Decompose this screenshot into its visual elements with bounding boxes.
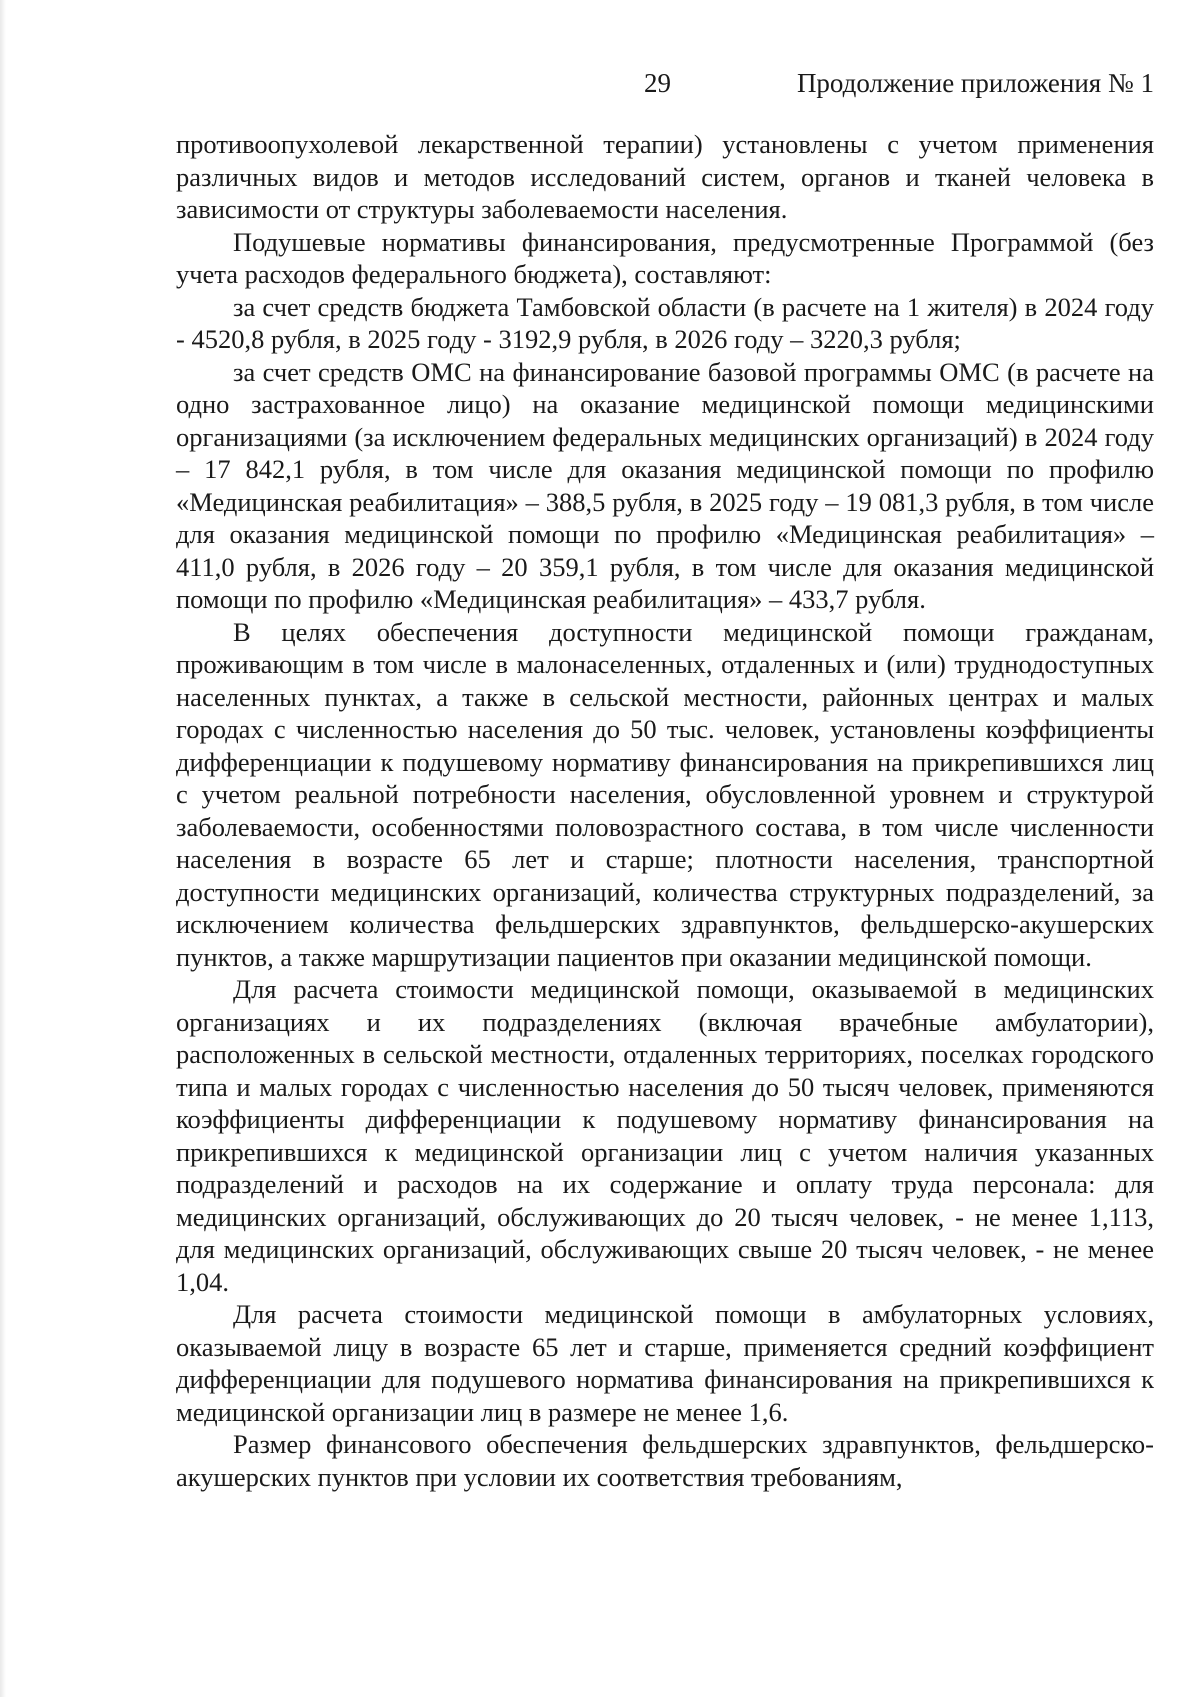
paragraph-oms-funding: за счет средств ОМС на финансирование базовой программы ОМС (в расчете на одно застрахованное лицо) на оказание медицинской помощи медицинскими организациями (за исключением федеральных медицинских организаций) в 2024 году – 17 842,1 рубля, в том числе для оказания медицинской помощи по профилю «Медицинская реабилитация» – 388,5 рубля, в 2025 году – 19 081,3 рубля, в том числе для оказания медицинской помощи по профилю «Медицинская реабилитация» – 411,0 рубля, в 2026 году – 20 359,1 рубля, в том числе для оказания медицинской помощи по профилю «Медицинская реабилитация» – 433,7 рубля. (176, 356, 1154, 614)
paragraph-accessibility-coefficients: В целях обеспечения доступности медицинской помощи гражданам, проживающим в том числе в малонаселенных, отдаленных и (или) труднодоступных населенных пунктах, а также в сельской местности, районных центрах и малых городах с численностью населения до 50 тыс. человек, установлены коэффициенты дифференциации к подушевому нормативу финансирования на прикрепившихся лиц с учетом реальной потребности населения, обусловленной уровнем и структурой заболеваемости, особенностями половозрастного состава, в том числе численности населения в возрасте 65 лет и старше; плотности населения, транспортной доступности медицинских организаций, количества структурных подразделений, за исключением количества фельдшерских здравпунктов, фельдшерско-акушерских пунктов, а также маршрутизации пациентов при оказании медицинской помощи. (176, 616, 1154, 972)
paragraph-regional-budget: за счет средств бюджета Тамбовской области (в расчете на 1 жителя) в 2024 году - 4520,8 рубля, в 2025 году - 3192,9 рубля, в 2026 году – 3220,3 рубля; (176, 291, 1154, 354)
document-body (176, 128, 1154, 1493)
scan-edge-shadow (0, 0, 6, 1697)
appendix-continuation-label: Продолжение приложения № 1 (796, 68, 1154, 98)
paragraph-continued: противоопухолевой лекарственной терапии) установлены с учетом применения различных видов и методов исследований систем, органов и тканей человека в зависимости от структуры заболеваемости населения. (176, 129, 1154, 224)
page-number: 29 (644, 68, 671, 98)
paragraph-rural-coefficients: Для расчета стоимости медицинской помощи, оказываемой в медицинских организациях и их подразделениях (включая врачебные амбулатории), расположенных в сельской местности, отдаленных территориях, поселках городского типа и малых городах с численностью населения до 50 тысяч человек, применяются коэффициенты дифференциации к подушевому нормативу финансирования на прикрепившихся к медицинской организации лиц с учетом наличия указанных подразделений и расходов на их содержание и оплату труда персонала: для медицинских организаций, обслуживающих до 20 тысяч человек, - не менее 1,113, для медицинских организаций, обслуживающих свыше 20 тысяч человек, - не менее 1,04. (176, 974, 1154, 1297)
paragraph-elderly-coefficient: Для расчета стоимости медицинской помощи в амбулаторных условиях, оказываемой лицу в возрасте 65 лет и старше, применяется средний коэффициент дифференциации для подушевого норматива финансирования на прикрепившихся к медицинской организации лиц в размере не менее 1,6. (176, 1299, 1154, 1427)
page-header (176, 68, 1176, 108)
paragraph-feldsher-funding: Размер финансового обеспечения фельдшерских здравпунктов, фельдшерско-акушерских пунктов при условии их соответствия требованиям, (176, 1429, 1154, 1492)
paragraph-per-capita-norms: Подушевые нормативы финансирования, предусмотренные Программой (без учета расходов федерального бюджета), составляют: (176, 226, 1154, 289)
